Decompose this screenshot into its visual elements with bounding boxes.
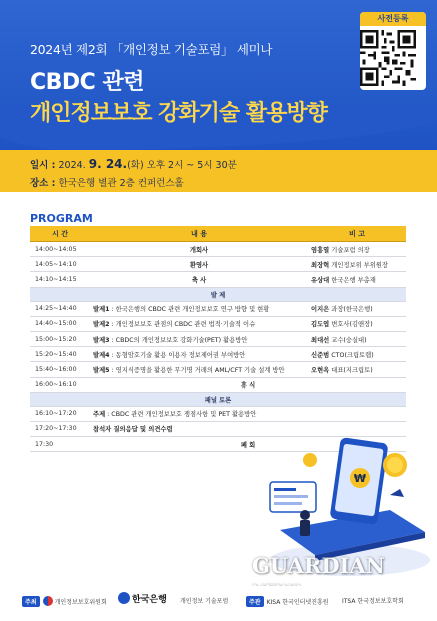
qr-label: 사전등록 bbox=[360, 12, 426, 26]
row-topic: : 영지식증명을 활용한 무기명 거래의 AML/CFT 기술 설계 방안 bbox=[109, 366, 285, 374]
row-topic: : 한국은행의 CBDC 관련 개인정보보호 연구 방향 및 현황 bbox=[109, 306, 270, 314]
section-label: 패널 토론 bbox=[30, 392, 406, 406]
organizer-1-name: KISA 한국인터넷진흥원 bbox=[266, 599, 329, 606]
header-time: 시 간 bbox=[30, 226, 90, 242]
row-content: 개회사 bbox=[90, 242, 308, 257]
host-3: 개인정보 기술포럼 bbox=[180, 598, 229, 605]
host-1-name: 개인정보보호위원회 bbox=[54, 599, 107, 606]
program-row bbox=[30, 316, 406, 331]
row-content: 폐 회 bbox=[90, 437, 406, 452]
row-time: 15:40~16:00 bbox=[30, 362, 90, 377]
program-row bbox=[30, 331, 406, 346]
venue-value: 한국은행 별관 2층 컨퍼런스홀 bbox=[58, 178, 184, 189]
program-row bbox=[30, 257, 406, 272]
host-tag: 주최 bbox=[22, 596, 40, 607]
row-tag: 발제3 bbox=[93, 336, 110, 344]
row-content bbox=[90, 301, 308, 316]
qr-code-icon bbox=[360, 30, 416, 86]
program-header-row bbox=[30, 226, 406, 242]
row-note-role: 대표(지크립토) bbox=[329, 366, 373, 374]
row-content bbox=[90, 347, 308, 362]
date-time: (화) 오후 2시 ~ 5시 30분 bbox=[127, 160, 237, 171]
row-time: 17:30 bbox=[30, 437, 90, 452]
row-topic: : CBDC 관련 개인정보보호 쟁점사항 및 PET 활용방안 bbox=[105, 411, 257, 419]
row-time: 16:10~17:20 bbox=[30, 406, 90, 421]
venue-label: 장소 : bbox=[30, 178, 56, 189]
row-note-role: 교수(숭실대) bbox=[329, 336, 367, 344]
program-section-row bbox=[30, 392, 406, 406]
row-content bbox=[90, 316, 308, 331]
program-section-row bbox=[30, 287, 406, 301]
row-tag: 발제2 bbox=[93, 321, 110, 329]
row-content bbox=[90, 362, 308, 377]
program-row bbox=[30, 301, 406, 316]
organizer-1 bbox=[246, 596, 329, 607]
row-note bbox=[308, 242, 406, 257]
row-topic: : CBDC의 개인정보보호 강화기술(PET) 활용방안 bbox=[109, 336, 248, 344]
program-row bbox=[30, 347, 406, 362]
row-note-name: 김도엽 bbox=[311, 321, 330, 329]
row-topic: : 개인정보보호 관점의 CBDC 관련 법적·기술적 이슈 bbox=[109, 321, 256, 329]
program-row bbox=[30, 242, 406, 257]
row-note-role: 개인정보위 부위원장 bbox=[329, 261, 388, 269]
date-day: 9. 24. bbox=[88, 157, 128, 171]
row-note bbox=[308, 347, 406, 362]
row-note-role: 기술포럼 의장 bbox=[329, 246, 370, 254]
row-note-role: 변호사(김앤장) bbox=[329, 321, 373, 329]
pre-registration-qr[interactable] bbox=[360, 12, 426, 90]
svg-text:₩: ₩ bbox=[353, 472, 367, 485]
row-note-name: 신준범 bbox=[311, 351, 330, 359]
title-line-1: CBDC 관련 bbox=[30, 70, 144, 95]
row-content: 축 사 bbox=[90, 272, 308, 287]
date-line bbox=[30, 157, 237, 171]
row-note bbox=[308, 316, 406, 331]
row-note-name: 이지은 bbox=[311, 306, 330, 314]
watermark-main: GUARDIAN bbox=[252, 553, 385, 578]
bok-logo-icon bbox=[118, 592, 130, 604]
row-time: 16:00~16:10 bbox=[30, 377, 90, 392]
row-tag: 발제5 bbox=[93, 366, 110, 374]
row-content: 휴 식 bbox=[90, 377, 406, 392]
row-topic: : 동형암호기술 활용 이용자 정보제어권 부여방안 bbox=[109, 351, 246, 359]
row-tag: 발제1 bbox=[93, 306, 110, 314]
footer bbox=[0, 586, 437, 621]
program-title: PROGRAM bbox=[30, 212, 93, 225]
row-note bbox=[308, 331, 406, 346]
row-time: 14:25~14:40 bbox=[30, 301, 90, 316]
header-content: 내 용 bbox=[90, 226, 308, 242]
date-year: 2024. bbox=[58, 160, 86, 171]
program-row bbox=[30, 272, 406, 287]
title-line-2: 개인정보보호 강화기술 활용방향 bbox=[30, 101, 327, 126]
program-row bbox=[30, 362, 406, 377]
row-note bbox=[308, 301, 406, 316]
host-2 bbox=[118, 592, 167, 605]
row-note-name: 최장혁 bbox=[311, 261, 330, 269]
program-table bbox=[30, 226, 406, 452]
row-time: 17:20~17:30 bbox=[30, 421, 90, 436]
seminar-subtitle: 2024년 제2회 「개인정보 기술포럼」 세미나 bbox=[30, 42, 273, 57]
organizer-2: ITSA 한국정보보호학회 bbox=[342, 598, 404, 605]
row-time: 14:10~14:15 bbox=[30, 272, 90, 287]
row-note bbox=[308, 362, 406, 377]
row-note bbox=[308, 272, 406, 287]
header-note: 비 고 bbox=[308, 226, 406, 242]
row-tag: 주제 bbox=[93, 411, 106, 419]
row-note-name: 유상대 bbox=[311, 276, 330, 284]
row-note-name: 오현옥 bbox=[311, 366, 330, 374]
section-label: 발 제 bbox=[30, 287, 406, 301]
row-time: 15:00~15:20 bbox=[30, 331, 90, 346]
row-time: 15:20~15:40 bbox=[30, 347, 90, 362]
date-label: 일시 : bbox=[30, 160, 56, 171]
row-note bbox=[308, 257, 406, 272]
row-content bbox=[90, 331, 308, 346]
program-row bbox=[30, 377, 406, 392]
row-note-name: 염흥열 bbox=[311, 246, 330, 254]
host-2-name: 한국은행 bbox=[132, 595, 167, 605]
row-tag: 참석자 질의응답 및 의견수렴 bbox=[93, 426, 173, 434]
row-note-role: 과장(한국은행) bbox=[329, 306, 373, 314]
pipc-logo-icon bbox=[43, 596, 53, 606]
row-note-name: 최대선 bbox=[311, 336, 330, 344]
row-note-role: 한국은행 부총재 bbox=[329, 276, 376, 284]
row-time: 14:40~15:00 bbox=[30, 316, 90, 331]
host-1 bbox=[22, 596, 107, 607]
organizer-tag: 주관 bbox=[246, 596, 264, 607]
row-time: 14:00~14:05 bbox=[30, 242, 90, 257]
row-note-role: CTO(크립토랩) bbox=[329, 351, 374, 359]
row-time: 14:05~14:10 bbox=[30, 257, 90, 272]
row-tag: 발제4 bbox=[93, 351, 110, 359]
row-content: 환영사 bbox=[90, 257, 308, 272]
venue-line bbox=[30, 175, 184, 189]
